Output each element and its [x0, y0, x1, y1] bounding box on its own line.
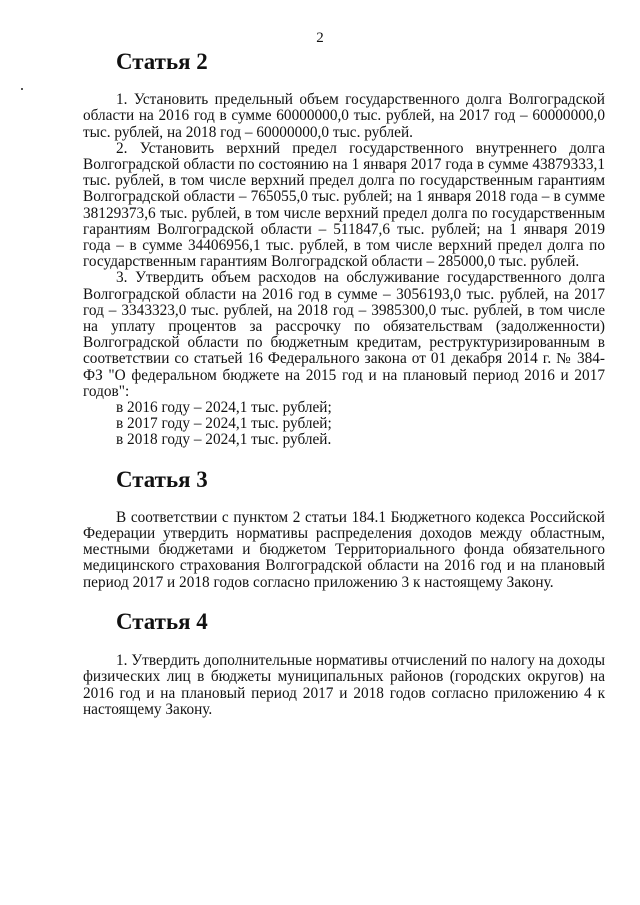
- article-3-heading: Статья 3: [116, 466, 208, 492]
- article-2-paragraph-3: 3. Утвердить объем расходов на обслуживание государственного долга Волгоградской области на 2016 год в сумме – 3056193,0 тыс. рублей, на 2017 год – 3343323,0 тыс. рублей, на 2018 год – 3985300,0 тыс. рублей, в том числе на уплату процентов за рассрочку по обязательствам (задолженности) Волгоградской области по бюджетным кредитам, реструктуризированным в соответствии со статьей 16 Федерального закона от 01 декабря 2014 г. № 384-ФЗ "О федеральном бюджете на 2015 год и на плановый период 2016 и 2017 годов":: [83, 269, 605, 400]
- article-2-paragraph-1: 1. Установить предельный объем государственного долга Волгоградской области на 2016 год в сумме 60000000,0 тыс. рублей, на 2017 год – 60000000,0 тыс. рублей, на 2018 год – 60000000,0 тыс. рублей.: [83, 91, 605, 141]
- list-item: в 2016 году – 2024,1 тыс. рублей;: [116, 399, 332, 417]
- page-number: 2: [316, 30, 324, 46]
- article-2-paragraph-2: 2. Установить верхний предел государственного внутреннего долга Волгоградской области по состоянию на 1 января 2017 года в сумме 43879333,1 тыс. рублей, в том числе верхний предел долга по государственным гарантиям Волгоградской области – 765055,0 тыс. рублей; на 1 января 2018 года – в сумме 38129373,6 тыс. рублей, в том числе верхний предел долга по государственным гарантиям Волгоградской области – 511847,6 тыс. рублей; на 1 января 2019 года – в сумме 34406956,1 тыс. рублей, в том числе верхний предел долга по государственным гарантиям Волгоградской области – 285000,0 тыс. рублей.: [83, 139, 605, 271]
- article-4-heading: Статья 4: [116, 608, 208, 634]
- article-2-heading: Статья 2: [116, 49, 208, 74]
- list-item: в 2018 году – 2024,1 тыс. рублей.: [116, 431, 332, 449]
- article-3-paragraph-1: В соответствии с пунктом 2 статьи 184.1 Бюджетного кодекса Российской Федерации утвердить нормативы распределения доходов между областным, местными бюджетами и бюджетом Территориального фонда обязательного медицинского страхования Волгоградской области на 2016 год и на плановый период 2017 и 2018 годов согласно приложению 3 к настоящему Закону.: [83, 508, 605, 591]
- article-4-paragraph-1: 1. Утвердить дополнительные нормативы отчислений по налогу на доходы физических лиц в бюджеты муниципальных районов (городских округов) на 2016 год и на плановый период 2017 и 2018 годов согласно приложению 4 к настоящему Закону.: [83, 652, 605, 718]
- document-body: [83, 48, 605, 718]
- list-item: в 2017 году – 2024,1 тыс. рублей;: [116, 415, 332, 433]
- scan-speck: [21, 88, 23, 90]
- article-2-list: [83, 400, 605, 449]
